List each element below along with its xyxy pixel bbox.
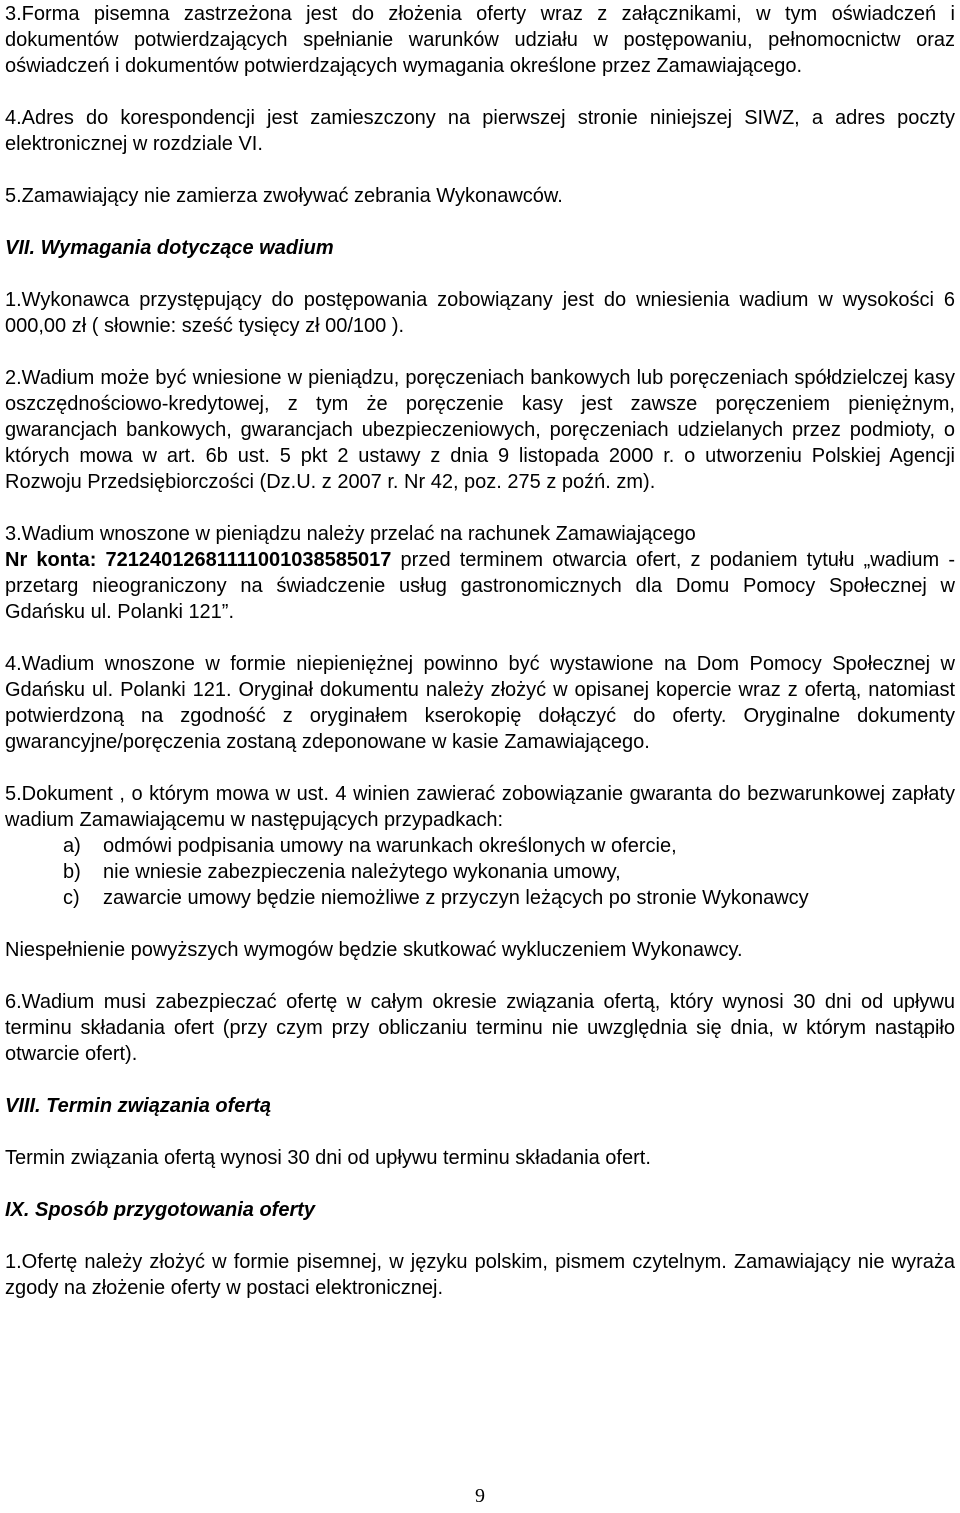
guarantee-cases-list xyxy=(5,833,955,911)
wadium-paragraph-6: 6.Wadium musi zabezpieczać ofertę w całym okresie związania ofertą, który wynosi 30 dni od upływu terminu składania ofert (przy czym przy obliczaniu terminu nie uwzględnia się dnia, w którym nastąpiło otwarcie ofert). xyxy=(5,991,955,1065)
wadium-paragraph-3 xyxy=(5,521,955,625)
document-page xyxy=(5,1,955,1301)
list-item xyxy=(5,885,955,911)
paragraph-3: 3.Forma pisemna zastrzeżona jest do złożenia oferty wraz z załącznikami, w tym oświadczeń i dokumentów potwierdzających spełnianie warunków udziału w postępowaniu, pełnomocnictw oraz oświadczeń i dokumentów potwierdzających wymagania określone przez Zamawiającego. xyxy=(5,3,955,77)
list-item xyxy=(5,859,955,885)
list-marker: b) xyxy=(63,861,81,883)
wadium-paragraph-5: 5.Dokument , o którym mowa w ust. 4 winien zawierać zobowiązanie gwaranta do bezwarunkowej zapłaty wadium Zamawiającemu w następujących przypadkach: xyxy=(5,783,955,831)
bank-account-number: Nr konta: 72124012681111001038585017 xyxy=(5,549,392,571)
section-viii-heading: VIII. Termin związania ofertą xyxy=(5,1095,271,1117)
wadium-paragraph-3-start: 3.Wadium wnoszone w pieniądzu należy przelać na rachunek Zamawiającego xyxy=(5,523,696,545)
paragraph-5: 5.Zamawiający nie zamierza zwoływać zebrania Wykonawców. xyxy=(5,185,563,207)
section-ix-heading: IX. Sposób przygotowania oferty xyxy=(5,1199,316,1221)
list-marker: c) xyxy=(63,887,80,909)
paragraph-4: 4.Adres do korespondencji jest zamieszczony na pierwszej stronie niniejszej SIWZ, a adres poczty elektronicznej w rozdziale VI. xyxy=(5,107,955,155)
section-vii-heading: VII. Wymagania dotyczące wadium xyxy=(5,237,334,259)
wadium-paragraph-4: 4.Wadium wnoszone w formie niepieniężnej powinno być wystawione na Dom Pomocy Społecznej w Gdańsku ul. Polanki 121. Oryginał dokumentu należy złożyć w opisanej kopercie wraz z ofertą, natomiast potwierdzoną na zgodność z oryginałem kserokopię dołączyć do oferty. Oryginalne dokumenty gwarancyjne/poręczenia zostaną zdeponowane w kasie Zamawiającego. xyxy=(5,653,955,753)
list-item-text: zawarcie umowy będzie niemożliwe z przyczyn leżących po stronie Wykonawcy xyxy=(103,887,809,909)
page-number: 9 xyxy=(475,1485,485,1507)
wadium-paragraph-3-rest: przed terminem otwarcia ofert, z podaniem tytułu „wadium - przetarg nieograniczony na świadczenie usług gastronomicznych dla Domu Pomocy Społecznej w Gdańsku ul. Polanki 121”. xyxy=(5,549,955,623)
list-item-text: nie wniesie zabezpieczenia należytego wykonania umowy, xyxy=(103,861,621,883)
binding-period-paragraph: Termin związania ofertą wynosi 30 dni od upływu terminu składania ofert. xyxy=(5,1147,651,1169)
offer-preparation-paragraph-1: 1.Ofertę należy złożyć w formie pisemnej, w języku polskim, pismem czytelnym. Zamawiający nie wyraża zgody na złożenie oferty w postaci elektronicznej. xyxy=(5,1251,955,1299)
wadium-paragraph-1: 1.Wykonawca przystępujący do postępowania zobowiązany jest do wniesienia wadium w wysokości 6 000,00 zł ( słownie: sześć tysięcy zł 00/100 ). xyxy=(5,289,955,337)
list-item-text: odmówi podpisania umowy na warunkach określonych w ofercie, xyxy=(103,835,677,857)
list-item xyxy=(5,833,955,859)
non-compliance-paragraph: Niespełnienie powyższych wymogów będzie skutkować wykluczeniem Wykonawcy. xyxy=(5,939,743,961)
list-marker: a) xyxy=(63,835,81,857)
wadium-paragraph-2: 2.Wadium może być wniesione w pieniądzu, poręczeniach bankowych lub poręczeniach spółdzielczej kasy oszczędnościowo-kredytowej, z tym że poręczenie kasy jest zawsze poręczeniem pieniężnym, gwarancjach bankowych, gwarancjach ubezpieczeniowych, poręczeniach udzielanych przez podmioty, o których mowa w art. 6b ust. 5 pkt 2 ustawy z dnia 9 listopada 2000 r. o utworzeniu Polskiej Agencji Rozwoju Przedsiębiorczości (Dz.U. z 2007 r. Nr 42, poz. 275 z poźń. zm). xyxy=(5,367,955,493)
